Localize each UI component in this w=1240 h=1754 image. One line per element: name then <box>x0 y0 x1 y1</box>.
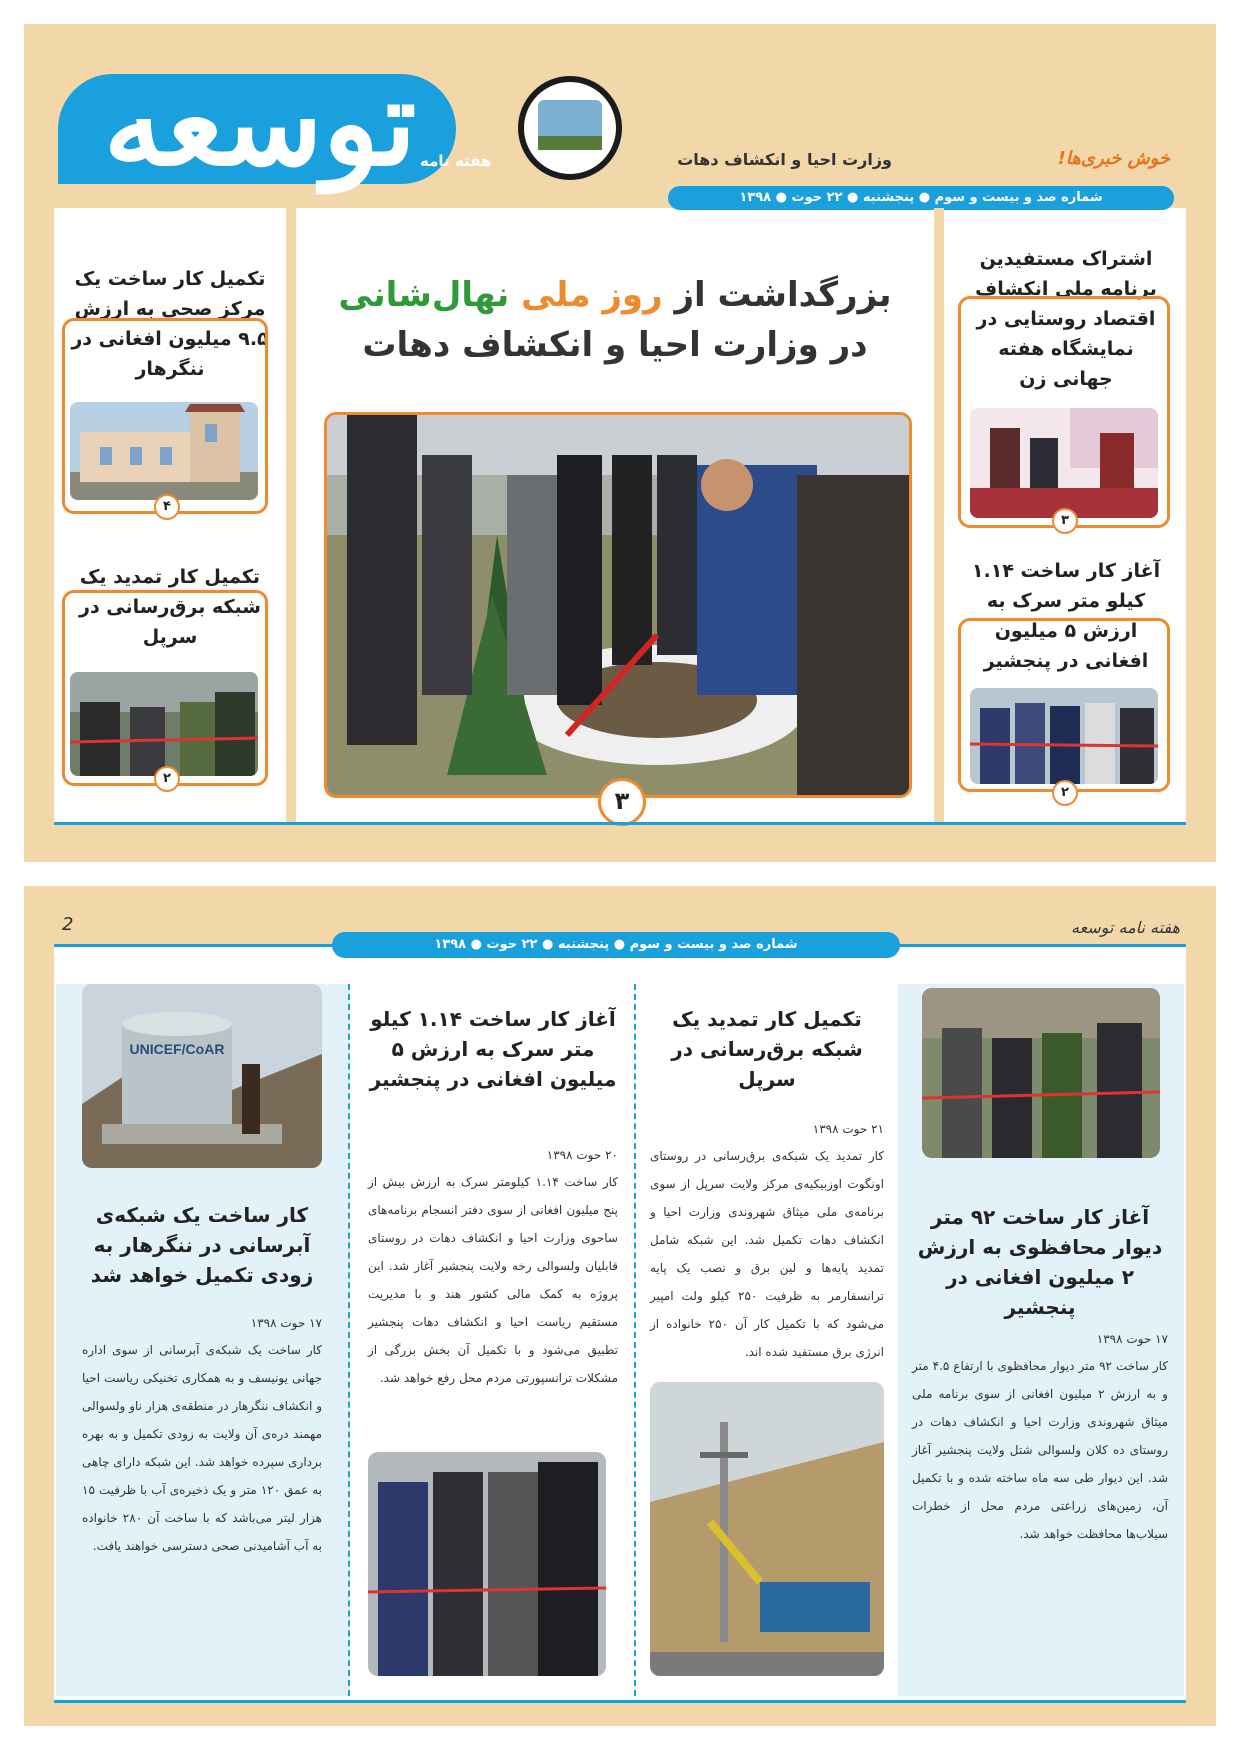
inner-issue-info: شماره صد و بیست و سوم ● پنجشنبه ● ۲۲ حوت ● ۱۳۹۸ <box>434 937 798 952</box>
article-4-title: کار ساخت یک شبکه‌ی آبرسانی در ننگرهار به زودی تکمیل خواهد شد <box>90 1203 314 1287</box>
right-top-page-number: ۳ <box>1052 508 1078 534</box>
issue-info: شماره صد و بیست و سوم ● پنجشنبه ● ۲۲ حوت ● ۱۳۹۸ <box>739 190 1103 205</box>
main-headline-line1 <box>300 270 930 320</box>
article-4-body: کار ساخت یک شبکه‌ی آبرسانی از سوی اداره جهانی یونیسف و به همکاری تخنیکی ریاست احیا و انکشاف ننگرهار در منطقه‌ی هزار ناو ولسوالی مهمند دره‌ی آن ولایت به زودی تکمیل و به بهره برداری سپرده خواهد شد. این شبکه دارای چاهی به عمق ۱۲۰ متر و یک ذخیره‌ی آب با ظرفیت ۱۵ هزار لیتر می‌باشد که با ساخت آن ۲۸۰ خانواده به آب آشامیدنی صحی دسترسی خواهند یافت. <box>82 1343 322 1553</box>
article-4-date: ۱۷ حوت ۱۳۹۸ <box>250 1316 322 1330</box>
article-1-date: ۱۷ حوت ۱۳۹۸ <box>1096 1332 1168 1346</box>
crane-image <box>650 1382 884 1676</box>
headline-highlight-orange: روز ملی <box>509 275 663 315</box>
article-3-date: ۲۰ حوت ۱۳۹۸ <box>546 1148 618 1162</box>
electricity-opening-photo[interactable] <box>70 672 258 776</box>
logo-wordmark: توسعه <box>103 53 417 192</box>
ministry-name: وزارت احیا و انکشاف دهات <box>677 150 892 169</box>
article-2-title: تکمیل کار تمدید یک شبکه برق‌رسانی در سرپل <box>671 1007 863 1091</box>
main-story-photo[interactable] <box>324 412 912 798</box>
article-2-date: ۲۱ حوت ۱۳۹۸ <box>812 1122 884 1136</box>
ribbon-image-2 <box>368 1452 606 1676</box>
article-3-title: آغاز کار ساخت ۱.۱۴ کیلو متر سرک به ارزش ۵ میلیون افغانی در پنجشیر <box>369 1007 617 1091</box>
column-divider-left <box>286 208 296 822</box>
main-story-page-number: ۳ <box>598 778 646 826</box>
road-ribbon-image <box>970 688 1158 784</box>
main-headline <box>300 270 930 370</box>
exhibition-image <box>970 408 1158 518</box>
inner-page-publication-name: هفته نامه توسعه <box>1070 918 1180 937</box>
article-1-body: کار ساخت ۹۲ متر دیوار محافظوی با ارتفاع ۴.۵ متر و به ارزش ۲ میلیون افغانی از سوی برنامه ملی میثاق شهروندی وزارت احیا و انکشاف دهات در روستای ده کلان ولسوالی شتل ولایت پنجشیر آغاز شد. این دیوار طی سه ماه ساخته شده و با تکمیل آن، زمین‌های زراعتی مردم محل از خطرات سیلاب‌ها محافظت خواهد شد. <box>912 1359 1168 1541</box>
headline-part: بزرگداشت از <box>662 275 892 315</box>
main-headline-line2: در وزارت احیا و انکشاف دهات <box>362 325 868 365</box>
tank-image <box>82 984 322 1168</box>
tank-label: UNICEF/CoAR <box>129 1041 225 1057</box>
ceremony-image <box>922 988 1160 1158</box>
article-1-title: آغاز کار ساخت ۹۲ متر دیوار محافظوی به ارزش ۲ میلیون افغانی در پنجشیر <box>917 1205 1163 1319</box>
ministry-emblem-icon <box>518 76 622 180</box>
ribbon-cutting-image <box>70 672 258 776</box>
left-top-headline: تکمیل کار ساخت یک مرکز صحی به ارزش ۹.۵ میلیون افغانی در ننگرهار <box>71 268 269 380</box>
right-bottom-headline: آغاز کار ساخت ۱.۱۴ کیلو متر سرک به ارزش ۵ میلیون افغانی در پنجشیر <box>971 560 1161 672</box>
left-top-page-number: ۴ <box>154 494 180 520</box>
road-opening-photo-2[interactable] <box>368 1452 606 1676</box>
inner-page-number: 2 <box>62 914 74 935</box>
building-image <box>70 402 258 500</box>
emblem-ground <box>538 136 602 150</box>
tree-planting-photo <box>327 415 912 798</box>
right-bottom-page-number: ۲ <box>1052 780 1078 806</box>
article-3-body: کار ساخت ۱.۱۴ کیلومتر سرک به ارزش بیش از پنج میلیون افغانی از سوی دفتر انسجام برنامه‌های ساحوی وزارت احیا و انکشاف دهات در روستای قابلیان ولسوالی رخه ولایت پنجشیر آغاز شد. این پروژه به کمک مالی کشور هند و با مدیریت مستقیم ریاست احیا و انکشاف دهات پنجشیر تطبیق می‌شود و با تکمیل آن بخش بزرگی از مشکلات ترانسپورتی مردم محل رفع خواهد شد. <box>368 1175 618 1385</box>
wall-ribbon-photo[interactable] <box>922 988 1160 1158</box>
logo-subtitle: هفته نامه <box>420 152 492 170</box>
exhibition-photo[interactable] <box>970 408 1158 518</box>
water-tank-photo[interactable] <box>82 984 322 1168</box>
health-center-photo[interactable] <box>70 402 258 500</box>
power-line-photo[interactable] <box>650 1382 884 1676</box>
article-2-body: کار تمدید یک شبکه‌ی برق‌رسانی در روستای اونگوت اوزبیکیه‌ی مرکز ولایت سرپل از سوی برنامه‌ی ملی میثاق شهروندی وزارت احیا و انکشاف دهات تکمیل شد. این شبکه شامل تمدید پایه‌ها و لین برق و نصب یک پایه ترانسفارمر به ظرفیت ۲۵۰ کیلو ولت امپیر می‌شود که با تکمیل کار آن ۲۵۰ خانواده از انرژی برق مستفید شده اند. <box>650 1149 884 1359</box>
good-news-tagline: خوش خبری‌ها! <box>1057 148 1170 169</box>
column-separator <box>348 984 352 1696</box>
column-separator <box>634 984 638 1696</box>
front-page-rule <box>54 822 1186 825</box>
left-bottom-headline: تکمیل کار تمدید یک شبکه برق‌رسانی در سرپل <box>79 566 261 648</box>
headline-highlight-green: نهال‌شانی <box>338 275 510 315</box>
right-top-headline: اشتراک مستفیدین برنامه ملی انکشاف اقتصاد روستایی در نمایشگاه هفته جهانی زن <box>975 248 1157 390</box>
left-bottom-page-number: ۲ <box>154 766 180 792</box>
road-opening-photo[interactable] <box>970 688 1158 784</box>
inner-page-bottom-rule <box>54 1700 1186 1703</box>
column-divider-right <box>934 208 944 822</box>
